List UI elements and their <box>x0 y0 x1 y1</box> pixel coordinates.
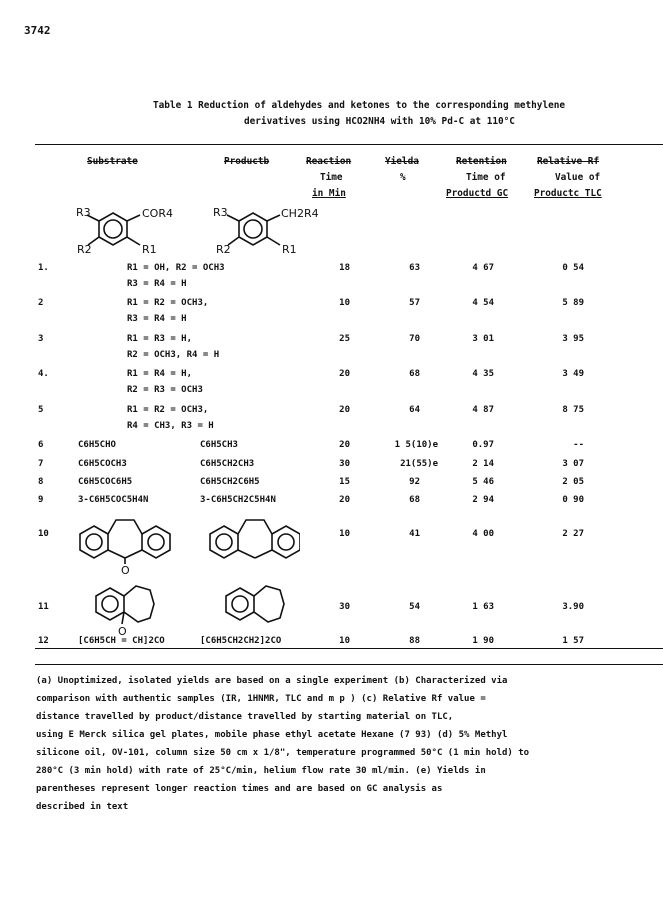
header-value-of: Value of <box>555 172 601 183</box>
retention-time: 4 35 <box>472 369 494 379</box>
footnote-line: described in text <box>36 802 129 812</box>
footnote-line: using E Merck silica gel plates, mobile phase ethyl acetate Hexane (7 93) (d) 5% Methyl <box>36 730 508 740</box>
rf-value: 3 07 <box>562 459 584 469</box>
yield-value: 1 5(10)e <box>394 440 438 450</box>
substrate-line: R2 = OCH3, R4 = H <box>127 350 220 360</box>
prod-r3-label: R3 <box>213 206 228 219</box>
table-title: Table 1 Reduction of aldehydes and ketones to the corresponding methylene <box>153 100 566 111</box>
substrate-aromatic-circle <box>104 220 122 238</box>
rf-value: 0 90 <box>562 495 584 505</box>
rf-value: 3.90 <box>562 602 584 612</box>
substrate-benzene-ring <box>99 213 127 245</box>
retention-time: 5 46 <box>472 477 494 487</box>
header-reaction: Reaction <box>306 156 352 167</box>
retention-time: 1 90 <box>472 636 494 646</box>
header-yield: Yielda <box>385 156 419 167</box>
rf-value: 8 75 <box>562 405 584 415</box>
substrate-formula: 3-C6H5COC5H4N <box>78 495 149 505</box>
sub-r1-label: R1 <box>142 243 157 256</box>
header-yield-unit: % <box>400 172 406 183</box>
row-number: 6 <box>38 440 44 450</box>
substrate-formula: C6H5CHO <box>78 440 116 450</box>
row-number: 11 <box>38 602 49 612</box>
yield-value: 63 <box>409 263 420 273</box>
footnote-line: (a) Unoptimized, isolated yields are based on a single experiment (b) Characterized via <box>36 676 508 686</box>
retention-time: 4 87 <box>472 405 494 415</box>
row-number: 12 <box>38 636 49 646</box>
reaction-time: 20 <box>339 405 350 415</box>
retention-time: 2 94 <box>472 495 494 505</box>
retention-time: 4 54 <box>472 298 494 308</box>
header-time: Time <box>320 172 343 183</box>
reaction-time: 10 <box>339 636 350 646</box>
general-structures <box>60 203 320 263</box>
header-product-tlc: Productc TLC <box>534 188 602 199</box>
header-product-gc: Productd GC <box>446 188 509 199</box>
substrate-line: R3 = R4 = H <box>127 314 187 324</box>
rf-value: 0 54 <box>562 263 584 273</box>
yield-value: 54 <box>409 602 420 612</box>
product-formula: 3-C6H5CH2C5H4N <box>200 495 276 505</box>
footnote-line: parentheses represent longer reaction times and are based on GC analysis as <box>36 784 443 794</box>
footnote-line: comparison with authentic samples (IR, 1HNMR, TLC and m p ) (c) Relative Rf value = <box>36 694 486 704</box>
benzosuberone-structures <box>90 578 290 636</box>
yield-value: 41 <box>409 529 420 539</box>
yield-value: 68 <box>409 495 420 505</box>
product-formula: [C6H5CH2CH2]2CO <box>200 636 282 646</box>
footnote-rule <box>35 664 663 665</box>
row-number: 2 <box>38 298 44 308</box>
row-number: 8 <box>38 477 44 487</box>
table-subtitle: derivatives using HCO2NH4 with 10% Pd-C at 110°C <box>244 116 515 127</box>
substrate-formula: C6H5COCH3 <box>78 459 127 469</box>
reaction-time: 20 <box>339 495 350 505</box>
yield-value: 92 <box>409 477 420 487</box>
yield-value: 88 <box>409 636 420 646</box>
rf-value: -- <box>573 440 584 450</box>
rf-value: 3 49 <box>562 369 584 379</box>
substrate-line: R1 = R3 = H, <box>127 334 193 344</box>
header-retention: Retention <box>456 156 507 167</box>
table-bottom-rule <box>35 648 663 649</box>
rf-value: 2 05 <box>562 477 584 487</box>
dibenzosuberone-structures <box>70 512 300 574</box>
header-substrate: Substrate <box>87 156 138 167</box>
reaction-time: 20 <box>339 440 350 450</box>
ketone-oxygen-label: O <box>118 625 127 636</box>
sub-r2-label: R2 <box>77 243 92 256</box>
substrate-line: R1 = R2 = OCH3, <box>127 405 209 415</box>
rf-value: 2 27 <box>562 529 584 539</box>
yield-value: 57 <box>409 298 420 308</box>
row-number: 9 <box>38 495 44 505</box>
yield-value: 68 <box>409 369 420 379</box>
rf-value: 1 57 <box>562 636 584 646</box>
rf-value: 3 95 <box>562 334 584 344</box>
substrate-line: R2 = R3 = OCH3 <box>127 385 203 395</box>
substrate-formula: [C6H5CH = CH]2CO <box>78 636 165 646</box>
substrate-line: R1 = R2 = OCH3, <box>127 298 209 308</box>
reaction-time: 30 <box>339 602 350 612</box>
row-number: 10 <box>38 529 49 539</box>
reaction-time: 30 <box>339 459 350 469</box>
yield-value: 21(55)e <box>400 459 438 469</box>
prod-r1-label: R1 <box>282 243 297 256</box>
retention-time: 2 14 <box>472 459 494 469</box>
footnote-line: silicone oil, OV-101, column size 50 cm x 1/8", temperature programmed 50°C (1 min hold) to <box>36 748 530 758</box>
yield-value: 64 <box>409 405 420 415</box>
header-time-of: Time of <box>466 172 506 183</box>
substrate-line: R1 = OH, R2 = OCH3 <box>127 263 225 273</box>
retention-time: 0.97 <box>472 440 494 450</box>
substrate-line: R4 = CH3, R3 = H <box>127 421 214 431</box>
row-number: 5 <box>38 405 44 415</box>
header-relative-rf: Relative Rf <box>537 156 600 167</box>
product-formula: C6H5CH3 <box>200 440 238 450</box>
prod-r2-label: R2 <box>216 243 231 256</box>
sub-cor4-label: COR4 <box>142 207 173 220</box>
table-top-rule <box>35 144 663 145</box>
row-number: 1. <box>38 263 49 273</box>
substrate-line: R3 = R4 = H <box>127 279 187 289</box>
reaction-time: 10 <box>339 298 350 308</box>
rf-value: 5 89 <box>562 298 584 308</box>
product-aromatic-circle <box>244 220 262 238</box>
footnote-line: distance travelled by product/distance travelled by starting material on TLC, <box>36 712 454 722</box>
row-number: 3 <box>38 334 44 344</box>
reaction-time: 18 <box>339 263 350 273</box>
prod-ch2r4-label: CH2R4 <box>281 207 319 220</box>
row-number: 4. <box>38 369 49 379</box>
reaction-time: 20 <box>339 369 350 379</box>
reaction-time: 15 <box>339 477 350 487</box>
product-formula: C6H5CH2C6H5 <box>200 477 260 487</box>
retention-time: 4 00 <box>472 529 494 539</box>
reaction-time: 10 <box>339 529 350 539</box>
retention-time: 1 63 <box>472 602 494 612</box>
header-product: Productb <box>224 156 270 167</box>
reaction-time: 25 <box>339 334 350 344</box>
substrate-line: R1 = R4 = H, <box>127 369 193 379</box>
product-formula: C6H5CH2CH3 <box>200 459 255 469</box>
retention-time: 3 01 <box>472 334 494 344</box>
footnote-line: 280°C (3 min hold) with rate of 25°C/min, helium flow rate 30 ml/min. (e) Yields in <box>36 766 486 776</box>
retention-time: 4 67 <box>472 263 494 273</box>
page-number: 3742 <box>24 24 51 37</box>
substrate-formula: C6H5COC6H5 <box>78 477 133 487</box>
sub-r3-label: R3 <box>76 206 91 219</box>
row-number: 7 <box>38 459 44 469</box>
ketone-oxygen-label: O <box>121 564 130 574</box>
header-in-min: in Min <box>312 188 346 199</box>
yield-value: 70 <box>409 334 420 344</box>
